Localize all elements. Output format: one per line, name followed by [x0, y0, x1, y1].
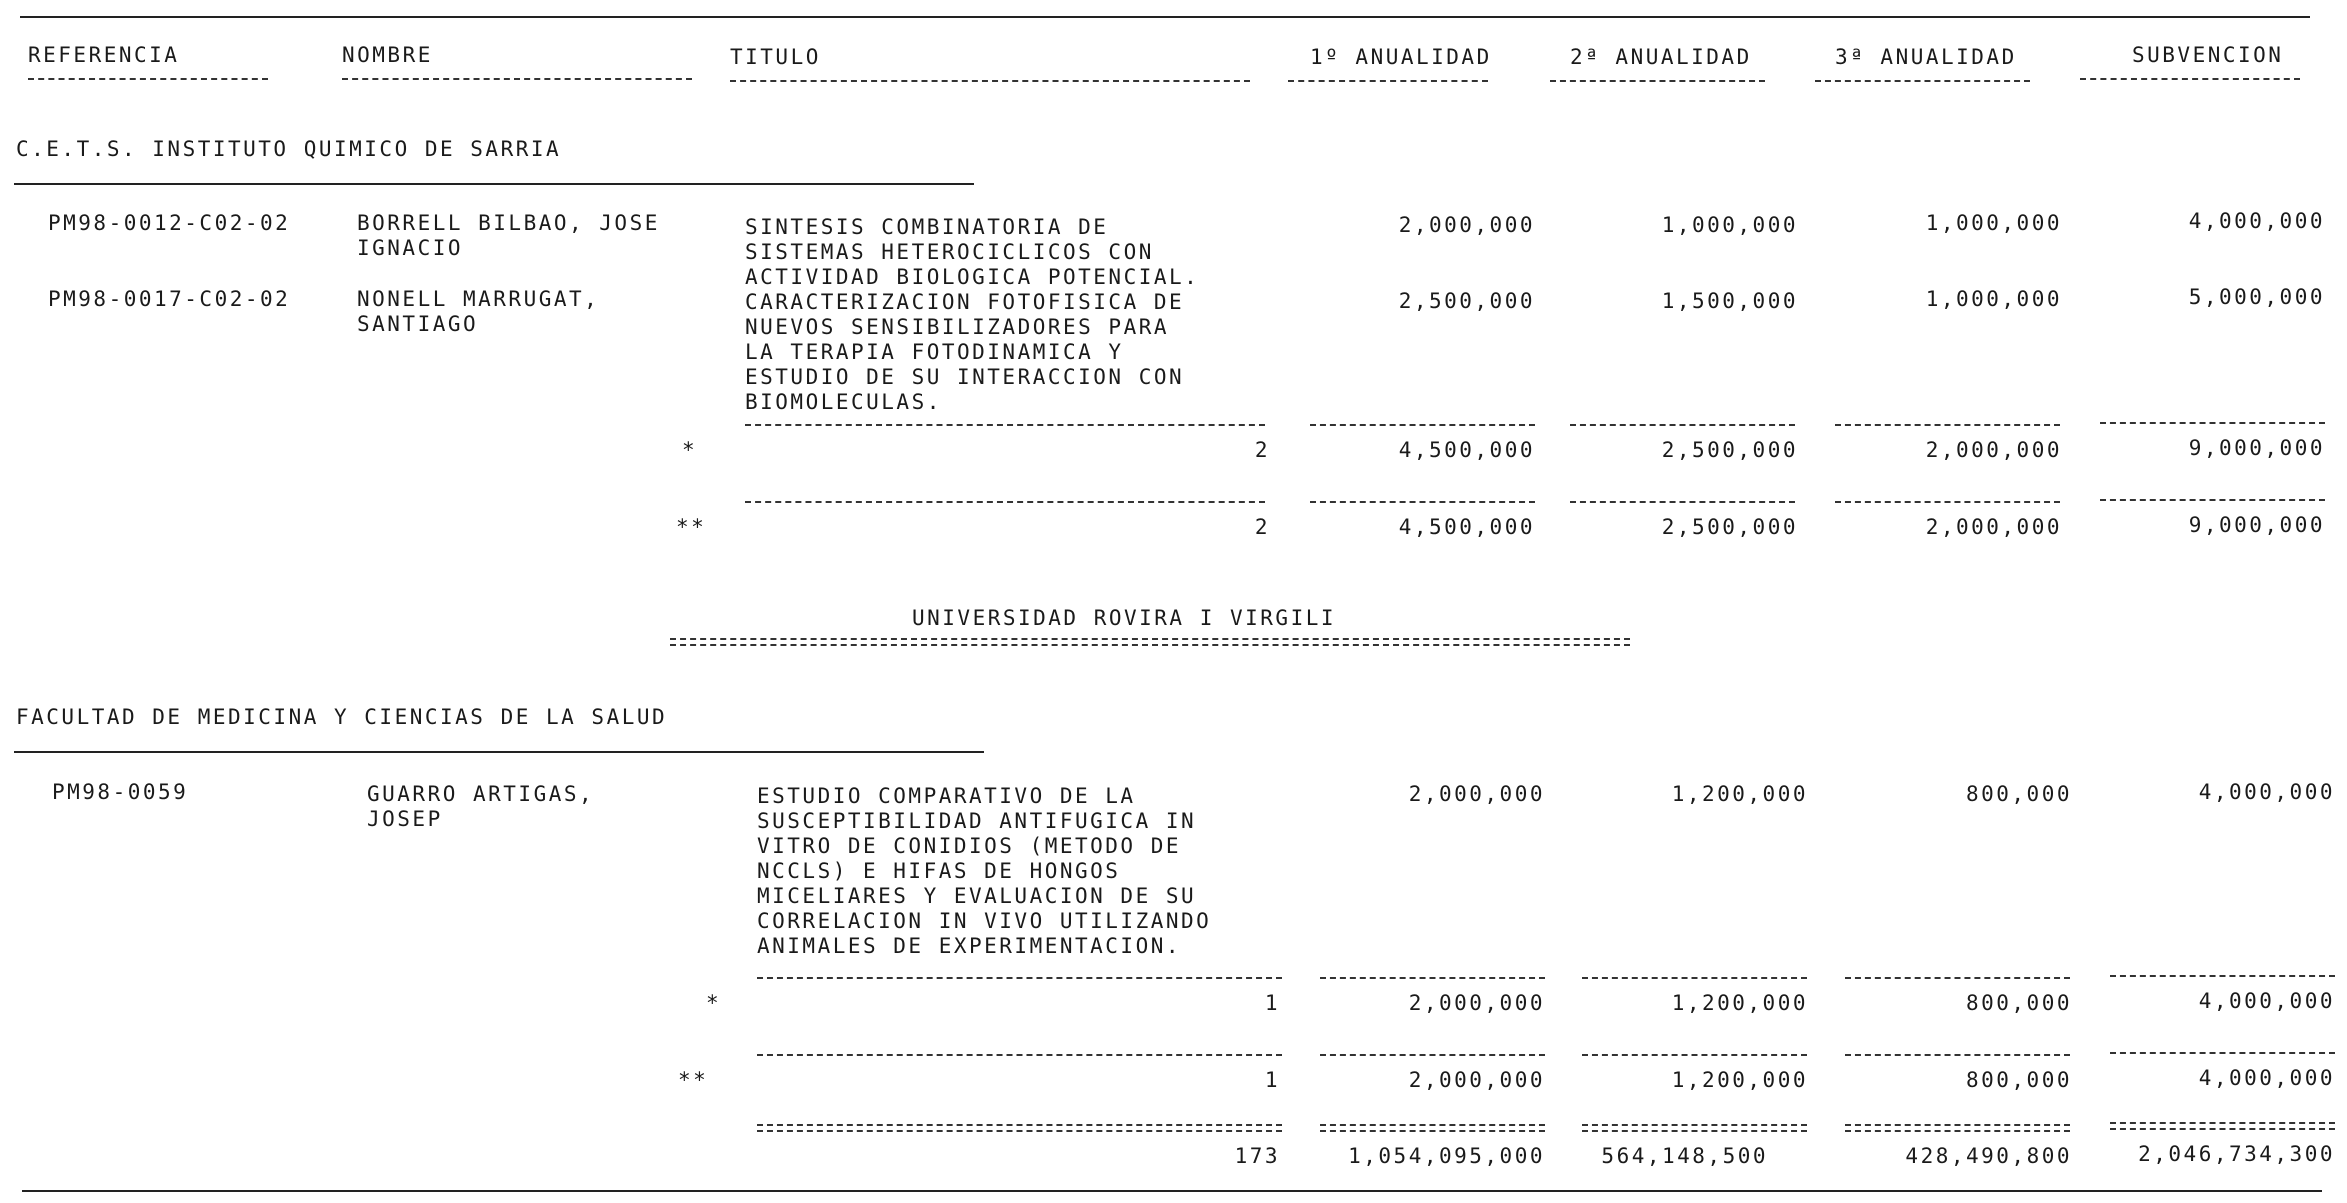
subtotal-count: 2	[1254, 438, 1270, 462]
row-subvencion: 4,000,000	[2198, 780, 2335, 804]
column-header-anualidad-2: 2ª ANUALIDAD	[1570, 45, 1752, 69]
grand-total-rule-subvencion	[2110, 1122, 2335, 1130]
row-anualidad-2: 1,000,000	[1661, 213, 1798, 237]
row-anualidad-2: 1,500,000	[1661, 289, 1798, 313]
subtotal-subvencion: 9,000,000	[2188, 436, 2325, 460]
header-underline-anualidad-2	[1550, 80, 1765, 82]
row-anualidad-1: 2,500,000	[1398, 289, 1535, 313]
grand-total-anualidad-3: 428,490,800	[1905, 1144, 2072, 1168]
row-anualidad-3: 1,000,000	[1925, 287, 2062, 311]
header-underline-subvencion	[2080, 78, 2300, 80]
subtotal-rule-anualidad-2	[1570, 424, 1795, 426]
university-heading-rule	[670, 638, 1630, 646]
bottom-rule	[22, 1190, 2322, 1192]
total-anualidad-2: 1,200,000	[1671, 1068, 1808, 1092]
subtotal-anualidad-1: 4,500,000	[1398, 438, 1535, 462]
row-referencia: PM98-0017-C02-02	[48, 287, 291, 311]
subtotal-anualidad-3: 2,000,000	[1925, 438, 2062, 462]
subtotal-rule-anualidad-1	[1310, 424, 1535, 426]
subtotal-mark: *	[706, 991, 722, 1015]
grand-total-rule-titulo	[757, 1124, 1282, 1132]
grand-total-subvencion: 2,046,734,300	[2138, 1142, 2335, 1166]
column-header-titulo: TITULO	[730, 45, 821, 69]
subtotal-anualidad-2: 2,500,000	[1661, 438, 1798, 462]
row-anualidad-1: 2,000,000	[1398, 213, 1535, 237]
total-rule-anualidad-3	[1845, 1054, 2070, 1056]
subtotal-mark: *	[682, 438, 698, 462]
center-heading: FACULTAD DE MEDICINA Y CIENCIAS DE LA SALUD	[16, 705, 668, 729]
grand-total-rule-anualidad-1	[1320, 1124, 1545, 1132]
center-heading-rule	[14, 751, 984, 753]
subtotal-count: 1	[1264, 991, 1280, 1015]
center-heading: C.E.T.S. INSTITUTO QUIMICO DE SARRIA	[16, 137, 562, 161]
column-header-nombre: NOMBRE	[342, 43, 433, 67]
row-nombre: BORRELL BILBAO, JOSE IGNACIO	[357, 211, 660, 260]
row-anualidad-3: 1,000,000	[1925, 211, 2062, 235]
header-underline-anualidad-1	[1288, 80, 1488, 82]
header-underline-nombre	[342, 78, 692, 80]
row-anualidad-3: 800,000	[1965, 782, 2072, 806]
total-rule-titulo	[745, 501, 1265, 503]
column-header-anualidad-3: 3ª ANUALIDAD	[1835, 45, 2017, 69]
grand-total-rule-anualidad-3	[1845, 1124, 2070, 1132]
total-anualidad-1: 2,000,000	[1408, 1068, 1545, 1092]
row-subvencion: 4,000,000	[2188, 209, 2325, 233]
subtotal-anualidad-3: 800,000	[1965, 991, 2072, 1015]
total-count: 2	[1254, 515, 1270, 539]
column-header-anualidad-1: 1º ANUALIDAD	[1310, 45, 1492, 69]
row-subvencion: 5,000,000	[2188, 285, 2325, 309]
subtotal-anualidad-1: 2,000,000	[1408, 991, 1545, 1015]
subtotal-rule-anualidad-2	[1582, 977, 1807, 979]
subtotal-subvencion: 4,000,000	[2198, 989, 2335, 1013]
total-anualidad-3: 800,000	[1965, 1068, 2072, 1092]
row-referencia: PM98-0059	[52, 780, 189, 804]
row-nombre: NONELL MARRUGAT, SANTIAGO	[357, 287, 600, 336]
total-count: 1	[1264, 1068, 1280, 1092]
subtotal-anualidad-2: 1,200,000	[1671, 991, 1808, 1015]
total-subvencion: 9,000,000	[2188, 513, 2325, 537]
total-rule-anualidad-1	[1310, 501, 1535, 503]
grand-total-count: 173	[1234, 1144, 1280, 1168]
row-anualidad-2: 1,200,000	[1671, 782, 1808, 806]
subtotal-rule-anualidad-3	[1845, 977, 2070, 979]
header-underline-referencia	[28, 78, 268, 80]
column-header-subvencion: SUBVENCION	[2132, 43, 2284, 67]
total-rule-anualidad-3	[1835, 501, 2060, 503]
total-rule-subvencion	[2100, 499, 2325, 501]
subtotal-rule-titulo	[757, 977, 1282, 979]
subtotal-rule-subvencion	[2110, 975, 2335, 977]
row-nombre: GUARRO ARTIGAS, JOSEP	[367, 782, 595, 831]
header-underline-anualidad-3	[1815, 80, 2030, 82]
column-header-referencia: REFERENCIA	[28, 43, 180, 67]
grand-total-anualidad-1: 1,054,095,000	[1348, 1144, 1545, 1168]
row-referencia: PM98-0012-C02-02	[48, 211, 291, 235]
university-heading: UNIVERSIDAD ROVIRA I VIRGILI	[912, 606, 1337, 630]
total-rule-anualidad-1	[1320, 1054, 1545, 1056]
total-anualidad-1: 4,500,000	[1398, 515, 1535, 539]
total-rule-anualidad-2	[1582, 1054, 1807, 1056]
total-subvencion: 4,000,000	[2198, 1066, 2335, 1090]
total-anualidad-3: 2,000,000	[1925, 515, 2062, 539]
subtotal-rule-titulo	[745, 424, 1265, 426]
total-mark: **	[678, 1068, 709, 1092]
total-mark: **	[676, 515, 707, 539]
subtotal-rule-subvencion	[2100, 422, 2325, 424]
grand-total-anualidad-2: 564,148,500	[1601, 1144, 1768, 1168]
header-underline-titulo	[730, 80, 1250, 82]
row-titulo: ESTUDIO COMPARATIVO DE LA SUSCEPTIBILIDAD ANTIFUGICA IN VITRO DE CONIDIOS (METODO DE NCCLS) E HIFAS DE HONGOS MICELIARES Y EVALUACION DE SU CORRELACION IN VIVO UTILIZANDO ANIMALES DE EXPERIMENTACION.	[757, 784, 1212, 958]
grand-total-rule-anualidad-2	[1582, 1124, 1807, 1132]
row-titulo: SINTESIS COMBINATORIA DE SISTEMAS HETEROCICLICOS CON ACTIVIDAD BIOLOGICA POTENCIAL.	[745, 215, 1200, 289]
subtotal-rule-anualidad-1	[1320, 977, 1545, 979]
row-titulo: CARACTERIZACION FOTOFISICA DE NUEVOS SENSIBILIZADORES PARA LA TERAPIA FOTODINAMICA Y ESTUDIO DE SU INTERACCION CON BIOMOLECULAS.	[745, 290, 1185, 414]
top-rule	[20, 16, 2310, 18]
total-rule-anualidad-2	[1570, 501, 1795, 503]
row-anualidad-1: 2,000,000	[1408, 782, 1545, 806]
center-heading-rule	[14, 183, 974, 185]
total-rule-titulo	[757, 1054, 1282, 1056]
subtotal-rule-anualidad-3	[1835, 424, 2060, 426]
total-rule-subvencion	[2110, 1052, 2335, 1054]
total-anualidad-2: 2,500,000	[1661, 515, 1798, 539]
